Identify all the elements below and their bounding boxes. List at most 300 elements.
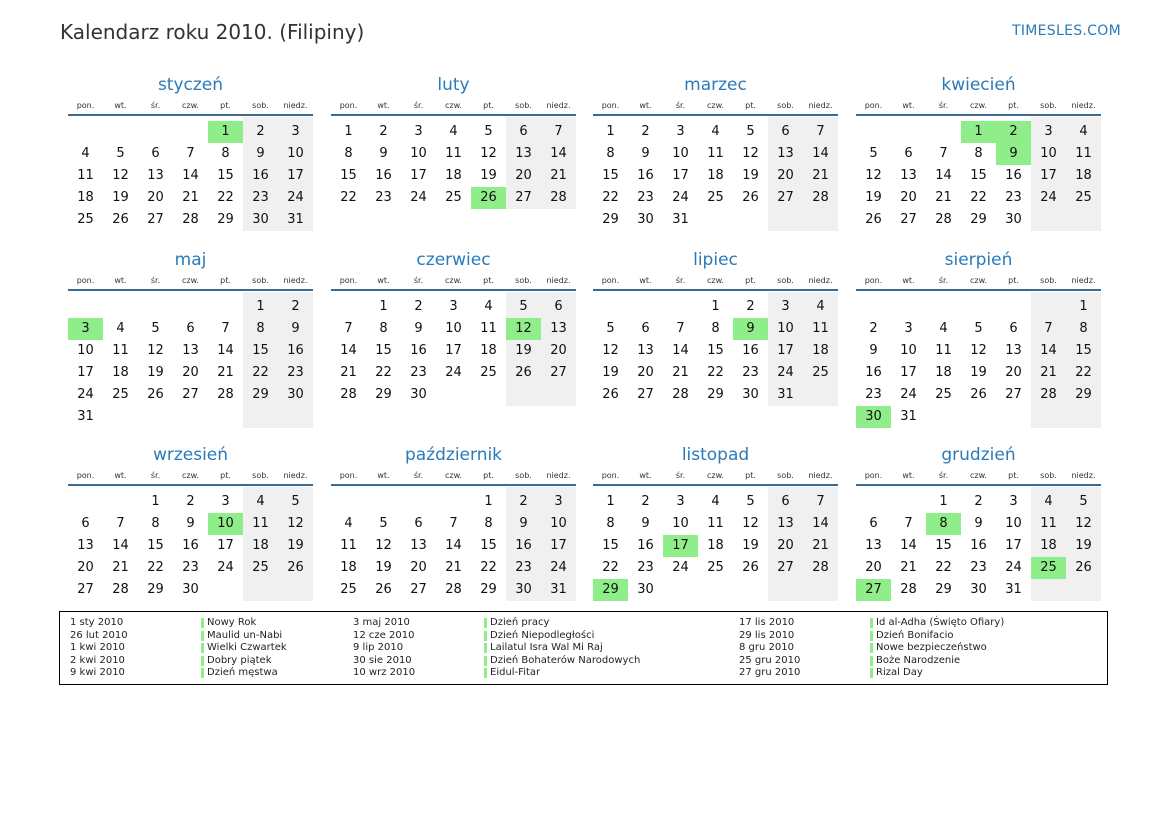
weekday-label: wt. xyxy=(902,101,915,110)
day-cell: 9 xyxy=(641,516,650,531)
day-cell: 21 xyxy=(182,190,199,205)
day-cell: 23 xyxy=(742,365,759,380)
day-cell: 5 xyxy=(291,494,300,509)
day-cell: 8 xyxy=(221,146,230,161)
day-cell: 6 xyxy=(414,516,423,531)
legend-holiday-name: Wielki Czwartek xyxy=(207,642,287,653)
day-cell: 25 xyxy=(707,190,724,205)
day-cell: 14 xyxy=(340,343,357,358)
legend-marker xyxy=(870,643,873,653)
day-cell: 21 xyxy=(1040,365,1057,380)
weekday-label: niedz. xyxy=(546,101,571,110)
day-cell: 22 xyxy=(375,365,392,380)
day-cell: 18 xyxy=(935,365,952,380)
day-cell: 14 xyxy=(112,538,129,553)
day-cell: 11 xyxy=(812,321,829,336)
day-cell: 4 xyxy=(449,124,458,139)
day-cell: 12 xyxy=(865,168,882,183)
holiday-legend xyxy=(59,611,1108,685)
day-cell: 13 xyxy=(777,516,794,531)
day-cell: 18 xyxy=(1075,168,1092,183)
day-cell: 8 xyxy=(379,321,388,336)
day-cell: 16 xyxy=(1005,168,1022,183)
day-cell: 1 xyxy=(606,494,615,509)
legend-holiday-name: Lailatul Isra Wal Mi Raj xyxy=(490,642,603,653)
legend-date: 30 sie 2010 xyxy=(353,654,412,666)
day-cell: 9 xyxy=(641,146,650,161)
day-cell: 20 xyxy=(900,190,917,205)
day-cell: 16 xyxy=(375,168,392,183)
day-cell: 4 xyxy=(939,321,948,336)
day-cell: 19 xyxy=(480,168,497,183)
day-cell: 12 xyxy=(375,538,392,553)
day-cell: 8 xyxy=(484,516,493,531)
day-cell: 16 xyxy=(252,168,269,183)
legend-date: 29 lis 2010 xyxy=(739,629,795,641)
day-cell: 18 xyxy=(1040,538,1057,553)
day-cell: 2 xyxy=(746,299,755,314)
day-cell: 17 xyxy=(77,365,94,380)
day-cell: 18 xyxy=(445,168,462,183)
day-cell: 7 xyxy=(449,516,458,531)
day-cell: 25 xyxy=(1075,190,1092,205)
day-cell: 16 xyxy=(970,538,987,553)
legend-date: 27 gru 2010 xyxy=(739,667,801,678)
day-cell: 4 xyxy=(116,321,125,336)
day-cell: 26 xyxy=(112,212,129,227)
day-cell: 3 xyxy=(676,124,685,139)
day-cell: 23 xyxy=(410,365,427,380)
day-cell: 31 xyxy=(287,212,304,227)
day-cell: 14 xyxy=(900,538,917,553)
weekday-label: śr. xyxy=(675,101,686,110)
day-cell: 7 xyxy=(816,124,825,139)
day-cell: 12 xyxy=(742,516,759,531)
day-cell: 3 xyxy=(221,494,230,509)
day-cell: 21 xyxy=(112,560,129,575)
day-cell: 1 xyxy=(379,299,388,314)
month-name: kwiecień xyxy=(941,75,1016,95)
day-cell: 17 xyxy=(900,365,917,380)
day-cell: 28 xyxy=(935,212,952,227)
day-cell: 30 xyxy=(742,387,759,402)
day-cell: 18 xyxy=(707,168,724,183)
day-cell: 18 xyxy=(480,343,497,358)
weekday-label: niedz. xyxy=(283,276,308,285)
day-cell: 3 xyxy=(291,124,300,139)
holiday-day-cell: 30 xyxy=(856,406,891,428)
day-cell: 5 xyxy=(869,146,878,161)
day-cell: 17 xyxy=(550,538,567,553)
day-cell: 6 xyxy=(1009,321,1018,336)
day-cell: 14 xyxy=(182,168,199,183)
day-cell: 31 xyxy=(77,409,94,424)
day-cell: 12 xyxy=(602,343,619,358)
weekday-label: sob. xyxy=(252,276,269,285)
day-cell: 30 xyxy=(252,212,269,227)
day-cell: 9 xyxy=(519,516,528,531)
weekday-label: pt. xyxy=(745,101,756,110)
day-cell: 9 xyxy=(974,516,983,531)
weekday-label: wt. xyxy=(639,471,652,480)
month-divider xyxy=(856,484,1101,486)
day-cell: 22 xyxy=(217,190,234,205)
day-cell: 30 xyxy=(515,582,532,597)
day-cell: 23 xyxy=(375,190,392,205)
legend-holiday-name: Nowy Rok xyxy=(207,617,257,628)
day-cell: 7 xyxy=(939,146,948,161)
weekday-label: niedz. xyxy=(283,101,308,110)
holiday-day-cell: 25 xyxy=(1031,557,1066,579)
day-cell: 15 xyxy=(935,538,952,553)
weekday-label: sob. xyxy=(252,101,269,110)
day-cell: 19 xyxy=(865,190,882,205)
weekday-label: pon. xyxy=(76,101,95,110)
day-cell: 12 xyxy=(480,146,497,161)
day-cell: 31 xyxy=(1005,582,1022,597)
weekday-label: sob. xyxy=(515,471,532,480)
day-cell: 2 xyxy=(414,299,423,314)
weekday-label: sob. xyxy=(252,471,269,480)
day-cell: 5 xyxy=(151,321,160,336)
weekday-label: czw. xyxy=(707,471,724,480)
day-cell: 31 xyxy=(900,409,917,424)
day-cell: 9 xyxy=(379,146,388,161)
legend-holiday-name: Dzień męstwa xyxy=(207,667,278,678)
day-cell: 1 xyxy=(151,494,160,509)
day-cell: 29 xyxy=(375,387,392,402)
day-cell: 30 xyxy=(637,582,654,597)
weekday-header xyxy=(68,101,313,111)
weekday-label: sob. xyxy=(515,101,532,110)
legend-marker xyxy=(484,643,487,653)
day-cell: 19 xyxy=(742,168,759,183)
day-cell: 1 xyxy=(484,494,493,509)
day-cell: 12 xyxy=(287,516,304,531)
holiday-day-cell: 3 xyxy=(68,318,103,340)
legend-date: 26 lut 2010 xyxy=(70,629,128,641)
weekday-label: pt. xyxy=(1008,471,1019,480)
weekday-label: czw. xyxy=(707,276,724,285)
day-cell: 15 xyxy=(375,343,392,358)
day-cell: 30 xyxy=(182,582,199,597)
weekday-label: wt. xyxy=(377,101,390,110)
weekday-label: pt. xyxy=(483,276,494,285)
day-cell: 18 xyxy=(77,190,94,205)
day-cell: 3 xyxy=(781,299,790,314)
legend-holiday-name: Id al-Adha (Święto Ofiary) xyxy=(876,617,1005,628)
day-cell: 28 xyxy=(900,582,917,597)
day-cell: 24 xyxy=(445,365,462,380)
legend-date: 3 maj 2010 xyxy=(353,617,410,628)
month-name: grudzień xyxy=(941,445,1016,465)
weekday-label: sob. xyxy=(1040,101,1057,110)
day-cell: 4 xyxy=(711,124,720,139)
day-cell: 15 xyxy=(252,343,269,358)
day-cell: 22 xyxy=(1075,365,1092,380)
month-name: czerwiec xyxy=(416,250,491,270)
day-cell: 1 xyxy=(1079,299,1088,314)
weekday-label: czw. xyxy=(445,471,462,480)
day-cell: 21 xyxy=(935,190,952,205)
day-cell: 13 xyxy=(865,538,882,553)
weekday-label: wt. xyxy=(902,276,915,285)
month-name: sierpień xyxy=(944,250,1013,270)
day-cell: 25 xyxy=(252,560,269,575)
day-cell: 9 xyxy=(186,516,195,531)
day-cell: 27 xyxy=(410,582,427,597)
day-cell: 25 xyxy=(812,365,829,380)
day-cell: 24 xyxy=(900,387,917,402)
weekday-header xyxy=(331,471,576,481)
weekday-label: czw. xyxy=(182,276,199,285)
day-cell: 28 xyxy=(812,560,829,575)
day-cell: 23 xyxy=(865,387,882,402)
legend-holiday-name: Dobry piątek xyxy=(207,654,272,666)
day-cell: 1 xyxy=(606,124,615,139)
day-cell: 18 xyxy=(252,538,269,553)
day-cell: 21 xyxy=(340,365,357,380)
weekday-label: wt. xyxy=(377,471,390,480)
day-cell: 11 xyxy=(480,321,497,336)
weekday-label: pt. xyxy=(1008,276,1019,285)
legend-date: 9 kwi 2010 xyxy=(70,667,125,678)
day-cell: 29 xyxy=(480,582,497,597)
weekday-header xyxy=(593,101,838,111)
day-cell: 13 xyxy=(410,538,427,553)
legend-marker xyxy=(484,656,487,666)
day-cell: 20 xyxy=(147,190,164,205)
day-cell: 19 xyxy=(287,538,304,553)
weekday-label: sob. xyxy=(777,276,794,285)
weekday-header xyxy=(593,471,838,481)
holiday-day-cell: 26 xyxy=(471,187,506,209)
day-cell: 21 xyxy=(550,168,567,183)
month-name: styczeń xyxy=(157,75,224,95)
day-cell: 5 xyxy=(974,321,983,336)
day-cell: 24 xyxy=(550,560,567,575)
legend-date: 12 cze 2010 xyxy=(353,629,415,641)
legend-marker xyxy=(870,668,873,678)
day-cell: 26 xyxy=(375,582,392,597)
day-cell: 21 xyxy=(217,365,234,380)
day-cell: 23 xyxy=(637,190,654,205)
day-cell: 15 xyxy=(602,538,619,553)
day-cell: 29 xyxy=(970,212,987,227)
day-cell: 24 xyxy=(1040,190,1057,205)
day-cell: 26 xyxy=(742,190,759,205)
day-cell: 14 xyxy=(217,343,234,358)
holiday-day-cell: 8 xyxy=(926,513,961,535)
day-cell: 7 xyxy=(186,146,195,161)
weekday-label: wt. xyxy=(114,276,127,285)
day-cell: 5 xyxy=(116,146,125,161)
legend-holiday-name: Eidul-Fitar xyxy=(490,667,541,678)
weekday-label: czw. xyxy=(970,276,987,285)
day-cell: 6 xyxy=(781,124,790,139)
day-cell: 24 xyxy=(777,365,794,380)
day-cell: 28 xyxy=(812,190,829,205)
day-cell: 15 xyxy=(602,168,619,183)
day-cell: 22 xyxy=(970,190,987,205)
day-cell: 14 xyxy=(812,516,829,531)
day-cell: 15 xyxy=(480,538,497,553)
day-cell: 10 xyxy=(672,516,689,531)
weekday-label: wt. xyxy=(114,101,127,110)
weekday-label: wt. xyxy=(639,276,652,285)
brand-link[interactable]: TIMESLES.COM xyxy=(1012,23,1121,39)
day-cell: 14 xyxy=(1040,343,1057,358)
day-cell: 26 xyxy=(1075,560,1092,575)
legend-holiday-name: Boże Narodzenie xyxy=(876,654,961,666)
weekday-label: pt. xyxy=(483,101,494,110)
day-cell: 22 xyxy=(340,190,357,205)
weekday-label: niedz. xyxy=(1071,471,1096,480)
legend-date: 25 gru 2010 xyxy=(739,654,801,666)
month-divider xyxy=(331,114,576,116)
day-cell: 1 xyxy=(939,494,948,509)
day-cell: 3 xyxy=(676,494,685,509)
day-cell: 4 xyxy=(256,494,265,509)
day-cell: 30 xyxy=(410,387,427,402)
weekday-label: pt. xyxy=(483,471,494,480)
day-cell: 10 xyxy=(900,343,917,358)
weekday-label: pt. xyxy=(220,101,231,110)
day-cell: 2 xyxy=(974,494,983,509)
day-cell: 3 xyxy=(449,299,458,314)
weekday-label: śr. xyxy=(150,471,161,480)
day-cell: 19 xyxy=(112,190,129,205)
weekday-label: pt. xyxy=(220,471,231,480)
legend-date: 1 kwi 2010 xyxy=(70,642,125,653)
day-cell: 13 xyxy=(147,168,164,183)
weekday-label: niedz. xyxy=(283,471,308,480)
day-cell: 18 xyxy=(340,560,357,575)
weekday-label: sob. xyxy=(777,471,794,480)
day-cell: 20 xyxy=(1005,365,1022,380)
day-cell: 20 xyxy=(515,168,532,183)
month-name: marzec xyxy=(684,75,747,95)
weekday-label: sob. xyxy=(777,101,794,110)
weekday-label: pt. xyxy=(1008,101,1019,110)
day-cell: 20 xyxy=(777,168,794,183)
day-cell: 7 xyxy=(816,494,825,509)
day-cell: 28 xyxy=(1040,387,1057,402)
day-cell: 3 xyxy=(414,124,423,139)
day-cell: 3 xyxy=(554,494,563,509)
month-divider xyxy=(331,289,576,291)
legend-holiday-name: Maulid un-Nabi xyxy=(207,629,283,641)
weekday-label: czw. xyxy=(707,101,724,110)
month-divider xyxy=(593,114,838,116)
day-cell: 16 xyxy=(515,538,532,553)
day-cell: 16 xyxy=(287,343,304,358)
day-cell: 25 xyxy=(707,560,724,575)
day-cell: 6 xyxy=(869,516,878,531)
day-cell: 8 xyxy=(606,516,615,531)
month-name: maj xyxy=(174,250,207,270)
day-cell: 6 xyxy=(151,146,160,161)
day-cell: 26 xyxy=(970,387,987,402)
day-cell: 17 xyxy=(672,168,689,183)
day-cell: 15 xyxy=(217,168,234,183)
holiday-day-cell: 9 xyxy=(996,143,1031,165)
weekday-label: niedz. xyxy=(808,101,833,110)
day-cell: 28 xyxy=(182,212,199,227)
day-cell: 21 xyxy=(812,538,829,553)
day-cell: 27 xyxy=(182,387,199,402)
day-cell: 2 xyxy=(641,124,650,139)
day-cell: 25 xyxy=(112,387,129,402)
day-cell: 18 xyxy=(707,538,724,553)
day-cell: 11 xyxy=(252,516,269,531)
day-cell: 17 xyxy=(1005,538,1022,553)
day-cell: 10 xyxy=(1005,516,1022,531)
day-cell: 27 xyxy=(550,365,567,380)
day-cell: 20 xyxy=(550,343,567,358)
weekday-label: sob. xyxy=(1040,471,1057,480)
day-cell: 1 xyxy=(256,299,265,314)
day-cell: 27 xyxy=(147,212,164,227)
day-cell: 21 xyxy=(900,560,917,575)
day-cell: 11 xyxy=(112,343,129,358)
day-cell: 4 xyxy=(1044,494,1053,509)
holiday-day-cell: 29 xyxy=(593,579,628,601)
day-cell: 23 xyxy=(515,560,532,575)
day-cell: 6 xyxy=(904,146,913,161)
day-cell: 17 xyxy=(777,343,794,358)
day-cell: 20 xyxy=(865,560,882,575)
weekday-label: niedz. xyxy=(546,276,571,285)
weekday-label: śr. xyxy=(675,471,686,480)
day-cell: 7 xyxy=(676,321,685,336)
day-cell: 14 xyxy=(550,146,567,161)
day-cell: 10 xyxy=(410,146,427,161)
day-cell: 16 xyxy=(865,365,882,380)
day-cell: 15 xyxy=(1075,343,1092,358)
day-cell: 8 xyxy=(151,516,160,531)
day-cell: 26 xyxy=(287,560,304,575)
weekday-label: niedz. xyxy=(808,471,833,480)
day-cell: 30 xyxy=(1005,212,1022,227)
day-cell: 8 xyxy=(1079,321,1088,336)
month-divider xyxy=(68,114,313,116)
weekday-label: pon. xyxy=(339,276,358,285)
day-cell: 6 xyxy=(186,321,195,336)
day-cell: 29 xyxy=(252,387,269,402)
legend-holiday-name: Dzień Bohaterów Narodowych xyxy=(490,654,641,666)
day-cell: 27 xyxy=(515,190,532,205)
legend-marker xyxy=(201,631,204,641)
weekday-label: pon. xyxy=(76,471,95,480)
day-cell: 13 xyxy=(550,321,567,336)
day-cell: 25 xyxy=(445,190,462,205)
day-cell: 24 xyxy=(77,387,94,402)
day-cell: 8 xyxy=(974,146,983,161)
legend-marker xyxy=(201,643,204,653)
weekday-label: śr. xyxy=(413,101,424,110)
day-cell: 21 xyxy=(672,365,689,380)
day-cell: 22 xyxy=(935,560,952,575)
day-cell: 25 xyxy=(340,582,357,597)
day-cell: 17 xyxy=(410,168,427,183)
day-cell: 11 xyxy=(340,538,357,553)
holiday-day-cell: 17 xyxy=(663,535,698,557)
day-cell: 26 xyxy=(742,560,759,575)
legend-holiday-name: Dzień Niepodległości xyxy=(490,629,595,641)
day-cell: 13 xyxy=(777,146,794,161)
day-cell: 5 xyxy=(484,124,493,139)
